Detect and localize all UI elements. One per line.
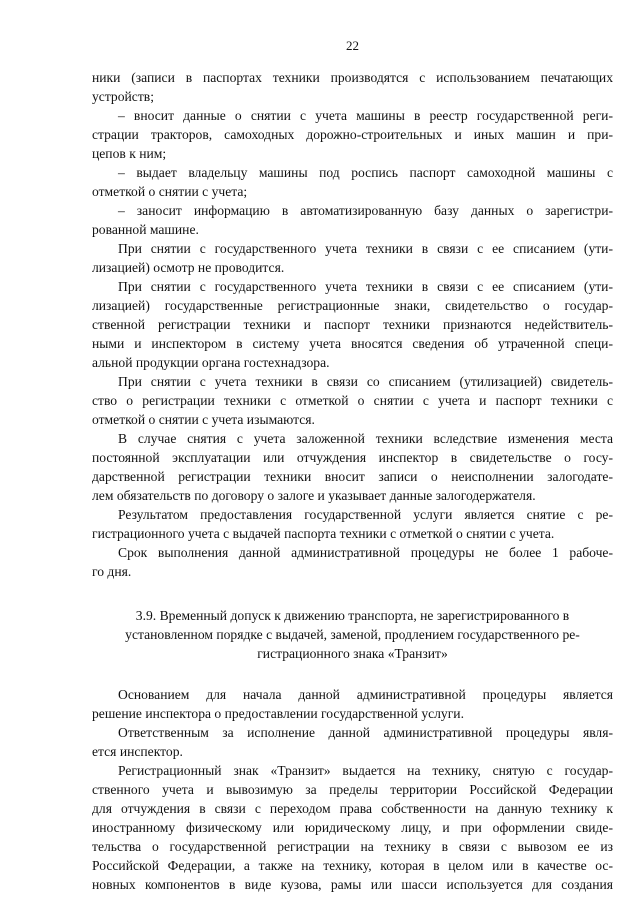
text-line: – заносит информацию в автоматизированную базу данных о зарегистри-: [118, 203, 613, 218]
text-line: ство о регистрации техники с отметкой о снятии с учета и паспорт техники с: [92, 393, 613, 408]
text-line: Регистрационный знак «Транзит» выдается на технику, снятую с государ-: [118, 763, 613, 778]
text-line: При снятии с государственного учета техники в связи с ее списанием (ути-: [118, 279, 613, 294]
text-line: Ответственным за исполнение данной административной процедуры явля-: [118, 725, 613, 740]
text-block-deregistration: [92, 68, 613, 581]
text-line: лизацией) осмотр не проводится.: [92, 260, 285, 275]
text-line: Срок выполнения данной административной процедуры не более 1 рабоче-: [118, 545, 613, 560]
text-line: устройств;: [92, 89, 154, 104]
text-line: постоянной эксплуатации или отчуждения инспектор в свидетельстве о госу-: [92, 450, 613, 465]
text-block-transit: [92, 685, 613, 894]
text-line: отметкой о снятии с учета;: [92, 184, 248, 199]
heading-line: 3.9. Временный допуск к движению транспорта, не зарегистрированного в: [135, 608, 570, 623]
page-number: 22: [346, 38, 359, 53]
section-heading: [92, 606, 613, 663]
text-line: рованной машине.: [92, 222, 199, 237]
text-line: При снятии с учета техники в связи со списанием (утилизацией) свидетель-: [118, 374, 613, 389]
text-line: дарственной регистрации техники вносит записи о неисполнении залогодате-: [92, 469, 613, 484]
text-line: Результатом предоставления государственной услуги является снятие с ре-: [118, 507, 613, 522]
text-line: страции тракторов, самоходных дорожно-строительных и иных машин и при-: [92, 127, 613, 142]
text-line: – вносит данные о снятии с учета машины в реестр государственной реги-: [118, 108, 613, 123]
document-page: [92, 38, 613, 894]
text-line: иностранному физическому или юридическому лицу, и при оформлении свиде-: [92, 820, 613, 835]
text-line: ственной регистрации техники и паспорт техники признаются недействитель-: [92, 317, 613, 332]
heading-line: гистрационного знака «Транзит»: [257, 646, 448, 661]
text-line: В случае снятия с учета заложенной техники вследствие изменения места: [118, 431, 613, 446]
text-line: – выдает владельцу машины под роспись паспорт самоходной машины с: [118, 165, 613, 180]
heading-line: установленном порядке с выдачей, заменой, продлением государственного ре-: [125, 627, 580, 642]
text-line: альной продукции органа гостехнадзора.: [92, 355, 330, 370]
text-line: При снятии с государственного учета техники в связи с ее списанием (ути-: [118, 241, 613, 256]
text-line: ется инспектор.: [92, 744, 183, 759]
text-line: Российской Федерации, а также на технику, которая в целом или в качестве ос-: [92, 858, 613, 873]
text-line: Основанием для начала данной административной процедуры является: [118, 687, 613, 702]
text-line: для отчуждения в связи с переходом права собственности на данную технику к: [92, 801, 613, 816]
text-line: ники (записи в паспортах техники производятся с использованием печатающих: [92, 70, 613, 85]
text-line: тельства о государственной регистрации на технику в связи с вывозом ее из: [92, 839, 613, 854]
text-line: ственного учета и вывозимую за пределы территории Российской Федерации: [92, 782, 613, 797]
text-line: решение инспектора о предоставлении государственной услуги.: [92, 706, 464, 721]
text-line: гистрационного учета с выдачей паспорта техники с отметкой о снятии с учета.: [92, 526, 555, 541]
text-line: лизацией) государственные регистрационные знаки, свидетельство о государ-: [92, 298, 613, 313]
text-line: го дня.: [92, 564, 132, 579]
text-line: лем обязательств по договору о залоге и указывает данные залогодержателя.: [92, 488, 536, 503]
text-line: отметкой о снятии с учета изымаются.: [92, 412, 315, 427]
text-line: новных компонентов в виде кузова, рамы или шасси используется для создания: [92, 877, 613, 892]
text-line: цепов к ним;: [92, 146, 167, 161]
text-line: ными и инспектором в систему учета вносятся сведения об утраченной специ-: [92, 336, 613, 351]
